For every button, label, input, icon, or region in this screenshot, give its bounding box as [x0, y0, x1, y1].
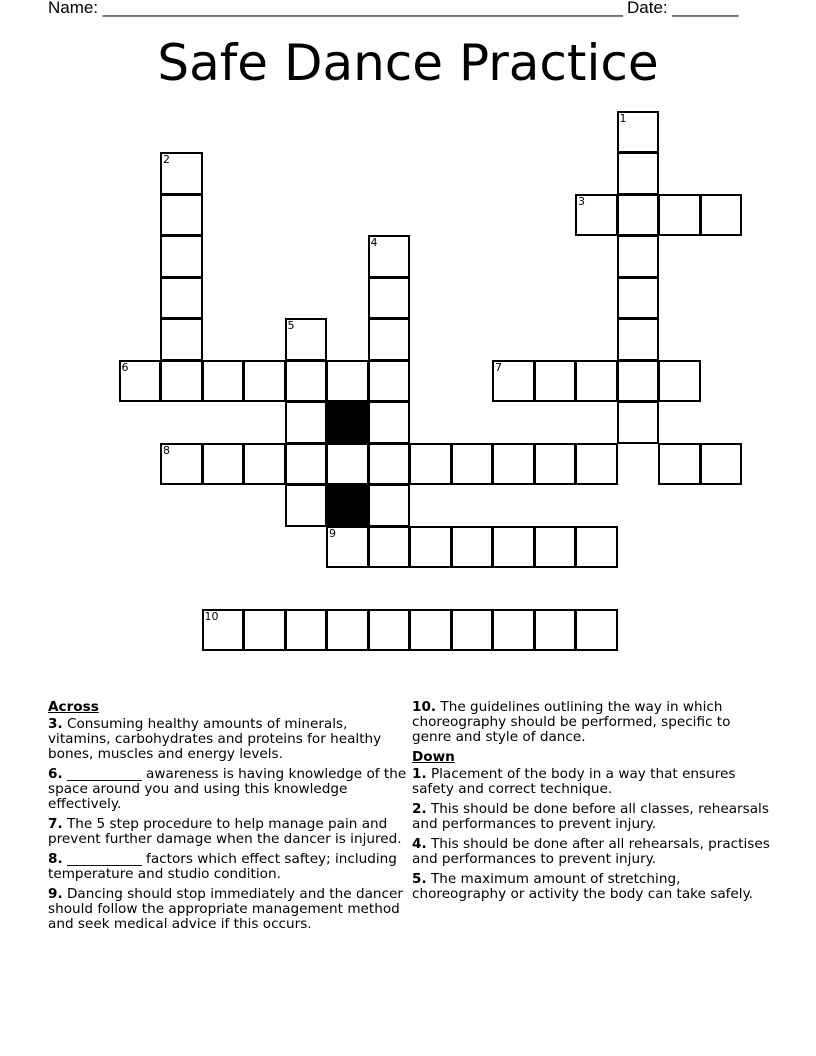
crossword-cell[interactable]	[700, 443, 743, 486]
clue-number-label: 10	[204, 609, 219, 623]
clue-number-label: 6	[121, 360, 129, 374]
crossword-cell[interactable]	[617, 318, 660, 361]
crossword-cell[interactable]	[451, 609, 494, 652]
clue-number: 5.	[412, 871, 427, 887]
clue-across-3	[48, 717, 408, 762]
clue-across-6	[48, 767, 408, 812]
crossword-cell[interactable]	[202, 360, 245, 403]
crossword-cell[interactable]	[285, 609, 328, 652]
clue-number: 4.	[412, 836, 427, 852]
clue-text: The maximum amount of stretching, choreography or activity the body can take safely.	[412, 871, 753, 902]
crossword-cell[interactable]	[575, 526, 618, 569]
name-field[interactable]: Name: _______________________________________________________	[48, 0, 623, 17]
clue-text: ___________ factors which effect saftey; including temperature and studio condition.	[48, 851, 397, 882]
down-heading: Down	[412, 749, 455, 765]
clue-across-10	[412, 700, 772, 745]
crossword-cell[interactable]	[492, 526, 535, 569]
crossword-cell[interactable]	[285, 318, 328, 361]
crossword-cell[interactable]	[492, 609, 535, 652]
crossword-cell[interactable]	[700, 194, 743, 237]
clue-number: 2.	[412, 801, 427, 817]
clue-number: 10.	[412, 699, 437, 715]
clues-right-column	[412, 700, 772, 907]
crossword-cell[interactable]	[285, 401, 328, 444]
clue-number-label: 2	[163, 153, 170, 166]
crossword-cell[interactable]	[617, 235, 660, 278]
across-heading: Across	[48, 699, 99, 715]
crossword-cell[interactable]	[617, 152, 660, 195]
crossword-cell[interactable]	[285, 443, 328, 486]
clue-number: 7.	[48, 816, 63, 832]
crossword-cell[interactable]	[409, 609, 452, 652]
clues-left-column	[48, 700, 408, 937]
crossword-cell[interactable]	[575, 609, 618, 652]
clue-text: Placement of the body in a way that ensures safety and correct technique.	[412, 766, 736, 797]
clue-number: 9.	[48, 886, 63, 902]
crossword-cell[interactable]	[534, 609, 577, 652]
clue-number-label: 4	[370, 236, 378, 249]
crossword-cell[interactable]	[617, 360, 660, 403]
crossword-cell[interactable]	[658, 194, 701, 237]
crossword-cell[interactable]	[243, 443, 286, 486]
crossword-cell[interactable]	[326, 526, 369, 569]
crossword-cell[interactable]	[243, 360, 286, 403]
crossword-cell[interactable]	[160, 443, 203, 486]
page-title: Safe Dance Practice	[157, 34, 659, 92]
clue-across-7	[48, 817, 408, 847]
crossword-cell[interactable]	[368, 360, 411, 403]
clue-number-label: 9	[329, 526, 336, 540]
crossword-cell[interactable]	[409, 443, 452, 486]
crossword-cell[interactable]	[243, 609, 286, 652]
clue-text: ___________ awareness is having knowledge of the space around you and using this knowledge effectively.	[48, 766, 407, 812]
crossword-cell[interactable]	[202, 443, 245, 486]
clue-number: 6.	[48, 766, 63, 782]
crossword-cell[interactable]	[534, 526, 577, 569]
clue-down-2	[412, 802, 772, 832]
clue-down-1	[412, 767, 772, 797]
crossword-cell[interactable]	[409, 526, 452, 569]
crossword-cell[interactable]	[451, 443, 494, 486]
crossword-block	[326, 484, 369, 527]
crossword-cell[interactable]	[451, 526, 494, 569]
crossword-cell[interactable]	[285, 360, 328, 403]
crossword-cell[interactable]	[617, 194, 660, 237]
clue-number-label: 3	[578, 194, 585, 208]
crossword-block	[326, 401, 369, 444]
crossword-cell[interactable]	[326, 609, 369, 652]
clue-number-label: 7	[495, 360, 502, 374]
crossword-cell[interactable]	[160, 194, 203, 237]
crossword-cell[interactable]	[492, 360, 535, 403]
clue-number-label: 1	[619, 111, 627, 125]
crossword-cell[interactable]	[285, 484, 328, 527]
crossword-cell[interactable]	[160, 360, 203, 403]
clue-number: 1.	[412, 766, 427, 782]
crossword-cell[interactable]	[617, 277, 660, 320]
clue-text: Dancing should stop immediately and the dancer should follow the appropriate management method and seek medical advice if this occurs.	[48, 886, 403, 932]
crossword-cell[interactable]	[368, 526, 411, 569]
crossword-cell[interactable]	[160, 152, 203, 195]
clue-text: The guidelines outlining the way in which choreography should be performed, specific to genre and style of dance.	[412, 699, 731, 745]
crossword-cell[interactable]	[202, 609, 245, 652]
date-field[interactable]: Date: _______	[627, 0, 739, 17]
clue-number: 8.	[48, 851, 63, 867]
crossword-cell[interactable]	[368, 484, 411, 527]
crossword-cell[interactable]	[617, 111, 660, 154]
crossword-cell[interactable]	[534, 443, 577, 486]
crossword-cell[interactable]	[326, 443, 369, 486]
clue-number-label: 5	[287, 319, 295, 332]
clue-number: 3.	[48, 716, 63, 732]
clue-text: This should be done before all classes, rehearsals and performances to prevent injury.	[412, 801, 769, 832]
crossword-cell[interactable]	[326, 360, 369, 403]
crossword-cell[interactable]	[658, 360, 701, 403]
crossword-cell[interactable]	[492, 443, 535, 486]
crossword-cell[interactable]	[119, 360, 162, 403]
crossword-cell[interactable]	[368, 609, 411, 652]
crossword-cell[interactable]	[368, 401, 411, 444]
crossword-cell[interactable]	[160, 318, 203, 361]
crossword-cell[interactable]	[368, 443, 411, 486]
clue-across-9	[48, 887, 408, 932]
crossword-cell[interactable]	[617, 401, 660, 444]
crossword-cell[interactable]	[368, 235, 411, 278]
crossword-cell[interactable]	[575, 194, 618, 237]
crossword-cell[interactable]	[368, 318, 411, 361]
clue-text: This should be done after all rehearsals, practises and performances to prevent injury.	[412, 836, 770, 867]
clue-down-4	[412, 837, 772, 867]
clue-text: The 5 step procedure to help manage pain and prevent further damage when the dancer is injured.	[48, 816, 402, 847]
crossword-cell[interactable]	[160, 277, 203, 320]
crossword-cell[interactable]	[534, 360, 577, 403]
clue-down-5	[412, 872, 772, 902]
crossword-cell[interactable]	[658, 443, 701, 486]
crossword-cell[interactable]	[575, 443, 618, 486]
clue-text: Consuming healthy amounts of minerals, vitamins, carbohydrates and proteins for healthy bones, muscles and energy levels.	[48, 716, 382, 762]
crossword-cell[interactable]	[575, 360, 618, 403]
clue-number-label: 8	[163, 443, 170, 457]
crossword-cell[interactable]	[160, 235, 203, 278]
crossword-cell[interactable]	[368, 277, 411, 320]
clue-across-8	[48, 852, 408, 882]
